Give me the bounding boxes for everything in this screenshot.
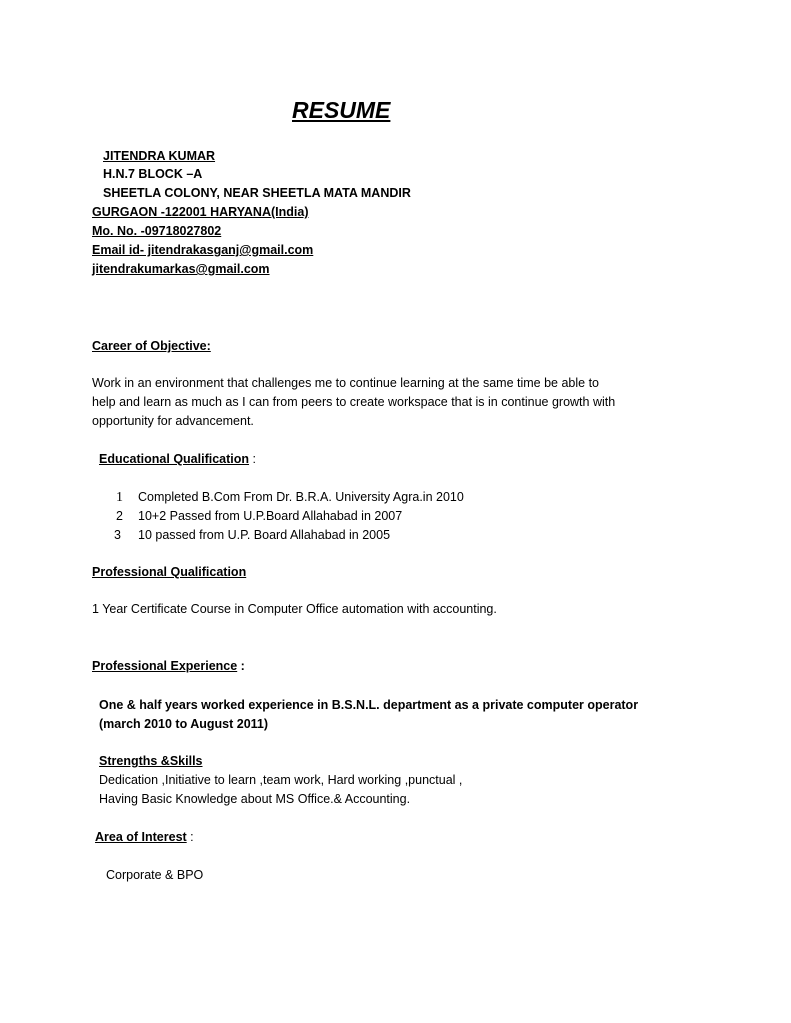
contact-city: GURGAON -122001 HARYANA(India) xyxy=(92,205,309,219)
education-item-number: 1 xyxy=(116,490,123,505)
education-item xyxy=(116,508,402,525)
interest-heading-suffix: : xyxy=(186,830,194,844)
objective-heading: Career of Objective: xyxy=(92,339,211,353)
objective-line-2: help and learn as much as I can from peers to create workspace that is in continue growth with xyxy=(92,395,616,409)
contact-email-1[interactable]: Email id- jitendrakasganj@gmail.com xyxy=(92,243,314,257)
education-item xyxy=(116,489,464,506)
skills-line-1: Dedication ,Initiative to learn ,team work, Hard working ,punctual , xyxy=(99,773,463,787)
contact-email-2[interactable]: jitendrakumarkas@gmail.com xyxy=(92,262,270,276)
experience-line-2: (march 2010 to August 2011) xyxy=(99,717,269,731)
education-heading-row xyxy=(99,451,256,468)
interest-text: Corporate & BPO xyxy=(106,868,204,882)
interest-heading-row xyxy=(95,829,194,846)
education-item xyxy=(114,527,390,544)
education-heading: Educational Qualification xyxy=(99,452,250,466)
contact-mobile: Mo. No. -09718027802 xyxy=(92,224,222,238)
objective-line-3: opportunity for advancement. xyxy=(92,414,254,428)
education-heading-suffix: : xyxy=(249,452,256,466)
page-title: RESUME xyxy=(292,97,391,123)
professional-qualification-heading: Professional Qualification xyxy=(92,565,247,579)
education-item-number: 3 xyxy=(114,528,121,542)
contact-address-line-1: H.N.7 BLOCK –A xyxy=(103,167,203,181)
education-item-text: Completed B.Com From Dr. B.R.A. University Agra.in 2010 xyxy=(138,490,464,504)
interest-heading: Area of Interest xyxy=(95,830,187,844)
skills-heading: Strengths &Skills xyxy=(99,754,203,768)
experience-heading-suffix: : xyxy=(237,659,245,673)
skills-line-2: Having Basic Knowledge about MS Office.& Accounting. xyxy=(99,792,411,806)
contact-address-line-2: SHEETLA COLONY, NEAR SHEETLA MATA MANDIR xyxy=(103,186,411,200)
education-item-text: 10+2 Passed from U.P.Board Allahabad in 2007 xyxy=(138,509,403,523)
experience-heading: Professional Experience xyxy=(92,659,238,673)
objective-line-1: Work in an environment that challenges me to continue learning at the same time be able to xyxy=(92,376,600,390)
experience-line-1: One & half years worked experience in B.S.N.L. department as a private computer operator xyxy=(99,698,639,712)
education-item-number: 2 xyxy=(116,509,123,523)
education-item-text: 10 passed from U.P. Board Allahabad in 2005 xyxy=(138,528,391,542)
professional-qualification-text: 1 Year Certificate Course in Computer Office automation with accounting. xyxy=(92,602,497,616)
experience-heading-row xyxy=(92,658,245,675)
contact-name: JITENDRA KUMAR xyxy=(103,149,216,163)
